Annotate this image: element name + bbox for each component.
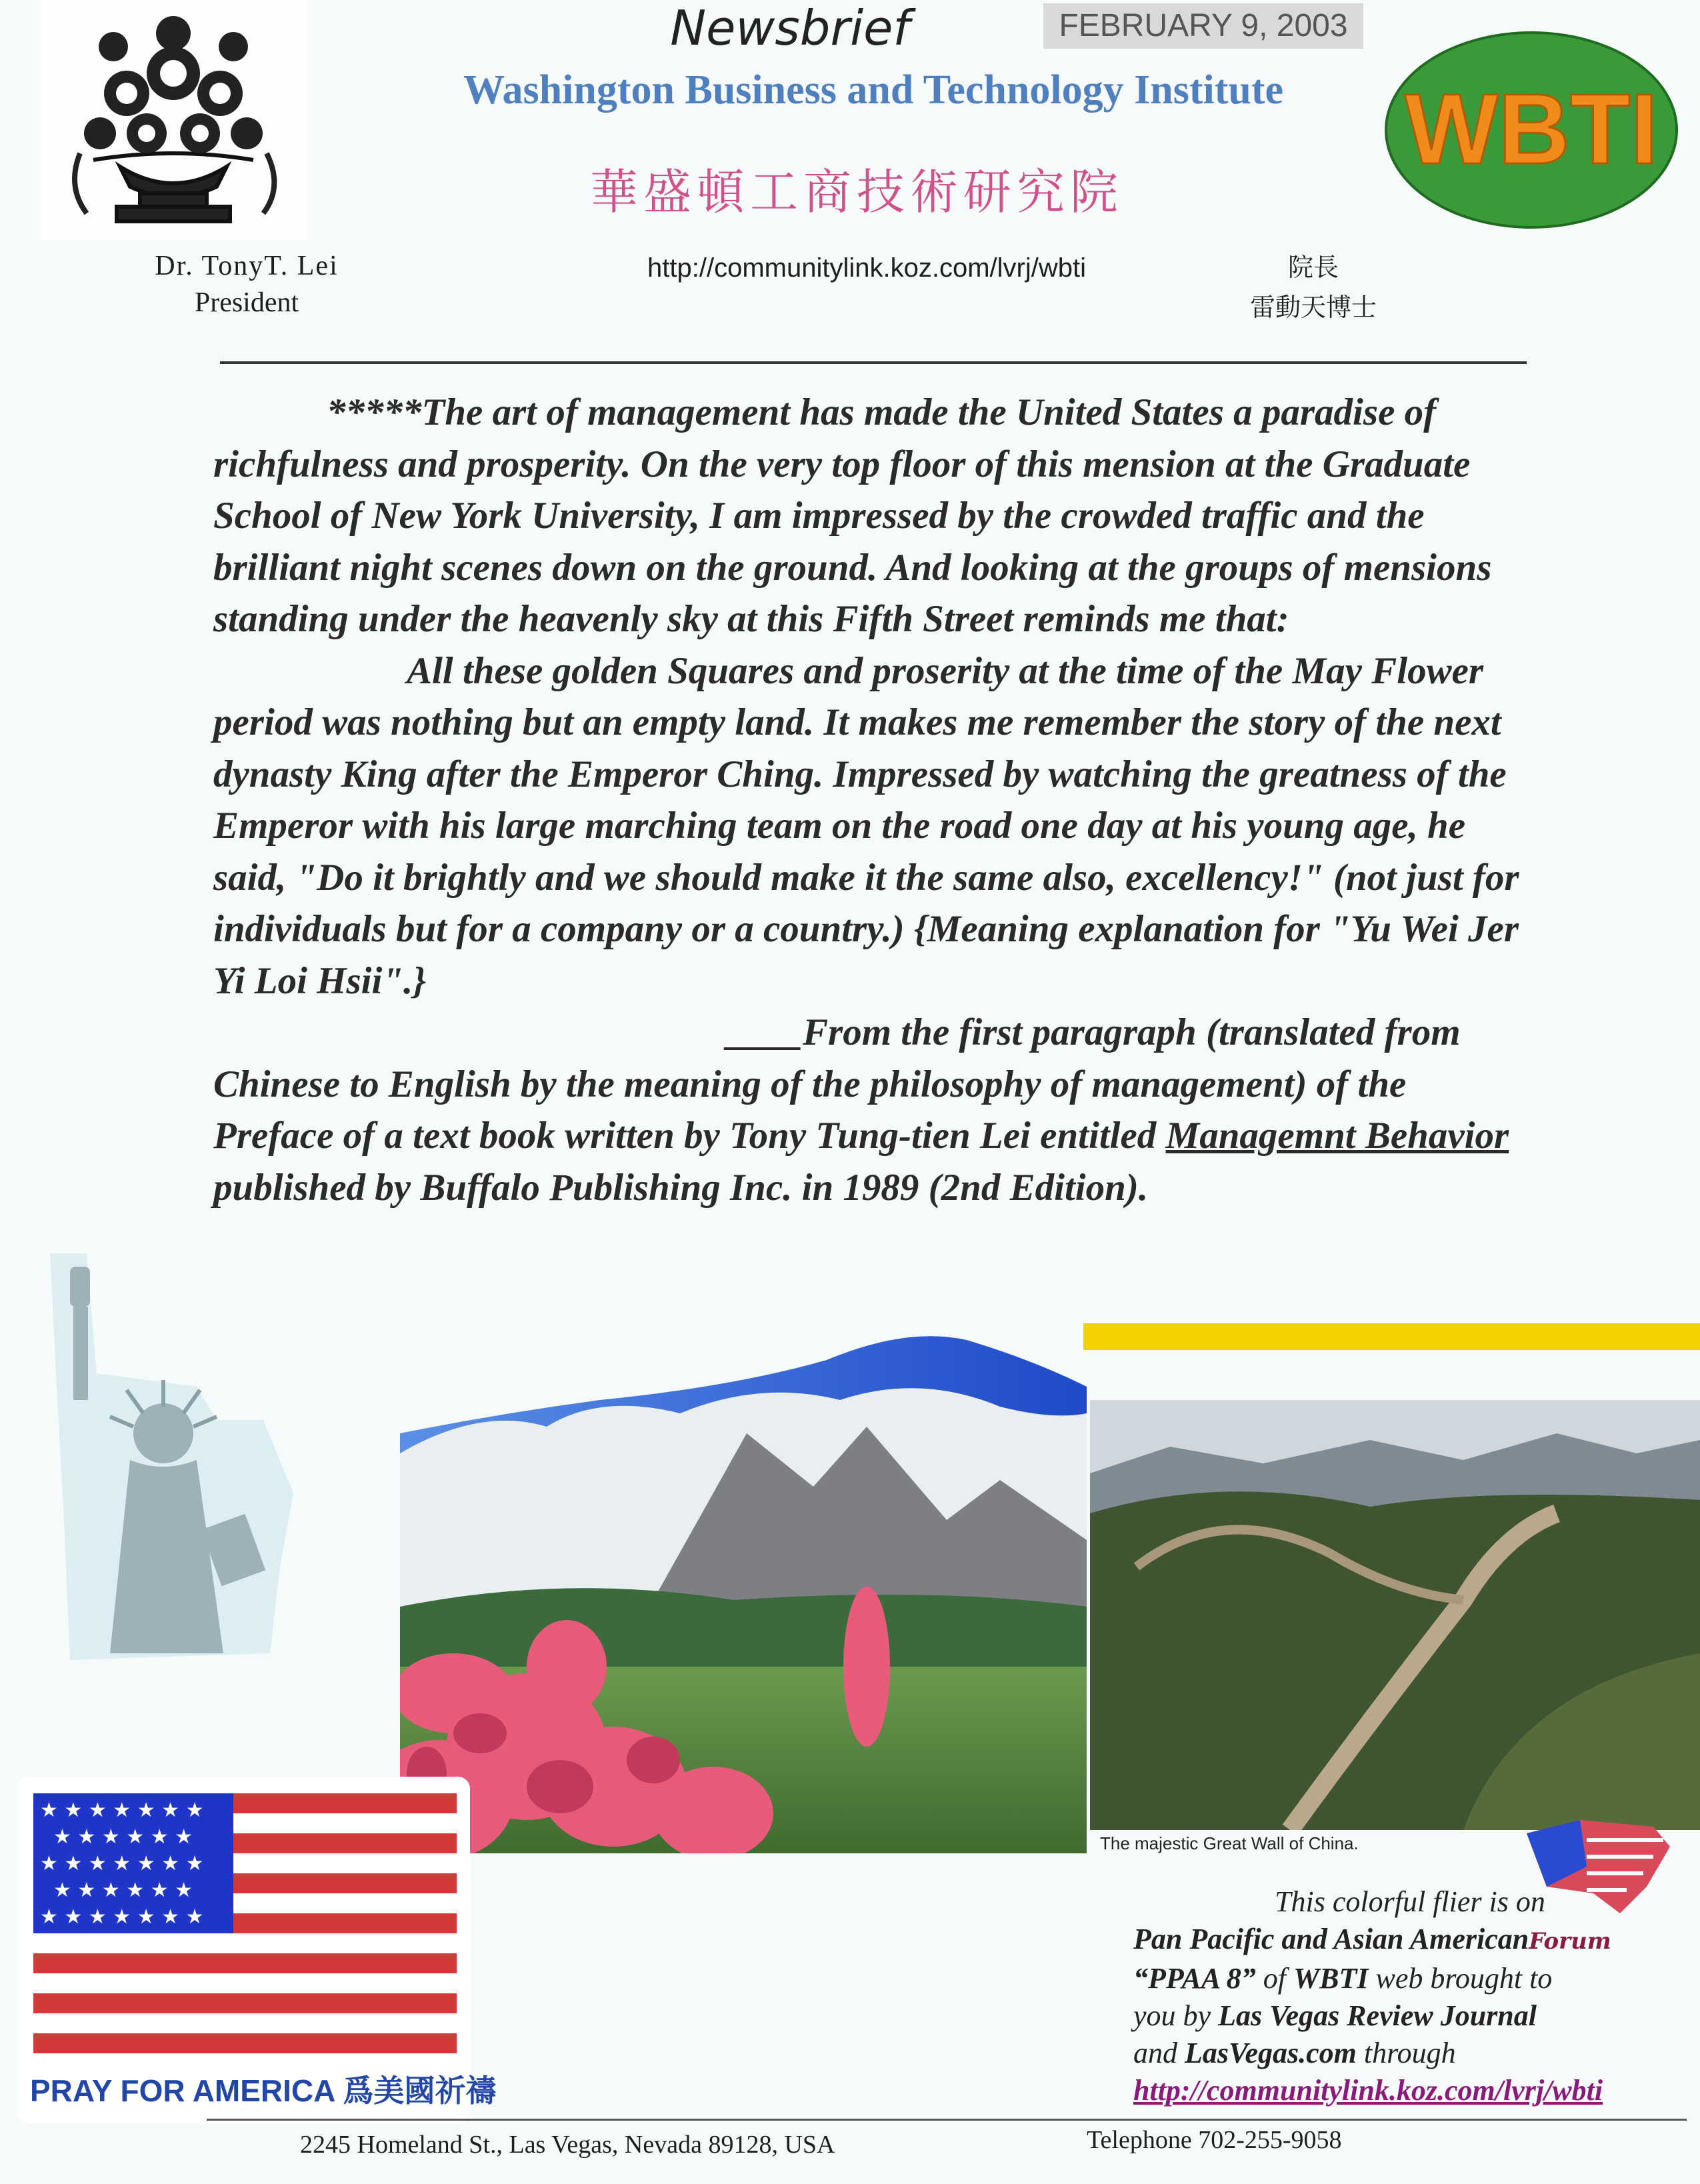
issue-date: FEBRUARY 9, 2003 [1043,3,1363,49]
president-name: Dr. TonyT. Lei [155,251,339,281]
svg-text:★ ★ ★ ★ ★ ★ ★: ★ ★ ★ ★ ★ ★ ★ [40,1905,204,1929]
great-wall-image [1090,1400,1700,1830]
flier-line-2: Pan Pacific and Asian AmericanForum [1133,1923,1611,1955]
president-name-chinese: 雷動天博士 [1249,293,1377,322]
source-text-a: From the first paragraph (translated from Chinese to English by the meaning of the philosophy of management) of the Preface of a text book written by Tony Tung-tien Lei entitled [213,1011,1461,1157]
telephone-number: Telephone 702-255-9058 [1087,2126,1342,2154]
yellow-band [1083,1323,1700,1350]
newsbrief-title: Newsbrief [670,0,910,56]
pray-for-america-caption: PRAY FOR AMERICA 爲美國祈禱 [30,2073,497,2108]
flower-urn-icon [40,0,307,240]
flier-line-1: This colorful flier is on [1275,1885,1545,1918]
signature-blank: ____ [727,1011,803,1053]
website-url[interactable]: http://communitylink.koz.com/lvrj/wbti [647,253,1086,283]
wbti-logo [1383,30,1680,230]
american-flag-image [33,1793,457,2053]
footer-divider [207,2119,1687,2121]
source-text-b: published by Buffalo Publishing Inc. in 1989 (2nd Edition). [213,1166,1149,1209]
wall-caption: The majestic Great Wall of China. [1100,1833,1359,1853]
flier-url-link[interactable]: http://communitylink.koz.com/lvrj/wbti [1133,2074,1603,2107]
flier-line-5: and LasVegas.com through [1133,2037,1456,2069]
wbti-logo-text: WBTI [1405,73,1658,185]
svg-text:★ ★ ★ ★ ★ ★ ★: ★ ★ ★ ★ ★ ★ ★ [40,1799,204,1822]
paragraph-2: All these golden Squares and proserity at the time of the May Flower period was nothing but an empty land. It makes me remember the story of the next dynasty King after the Emperor Ching. Impressed by watching the greatness of the Emperor with his large marching team on the road one day at his young age, he said, "Do it brightly and we should make it the same also, excellency!" (not just for individuals but for a company or a country.) {Meaning explanation for "Yu Wei Jer Yi Loi Hsii".} [213,649,1519,1002]
institute-name: Washington Business and Technology Institute [463,67,1284,113]
article-body [213,387,1520,1213]
book-title: Managemnt Behavior [1165,1115,1509,1157]
forum-label: Forum [1529,1928,1611,1955]
flier-line-3: “PPAA 8” of WBTI web brought to [1133,1962,1553,1995]
statue-of-liberty-image [50,1253,303,1667]
flier-line-4: you by Las Vegas Review Journal [1133,1999,1537,2032]
header-divider [220,361,1527,364]
svg-text:★ ★ ★ ★ ★ ★ ★: ★ ★ ★ ★ ★ ★ ★ [40,1852,204,1875]
flower-urn-logo [40,0,307,240]
svg-text:★ ★ ★ ★ ★ ★: ★ ★ ★ ★ ★ ★ [53,1825,193,1849]
flier-note [1133,1883,1687,2109]
president-title: President [194,287,299,318]
institute-name-chinese: 華盛頓工商技術研究院 [589,164,1123,220]
paragraph-1: *****The art of management has made the United States a paradise of richfulness and prosperity. On the very top floor of this mension at the Graduate School of New York University, I am impressed by the crowded traffic and the brilliant night scenes down on the ground. And looking at the groups of mensions standing under the heavenly sky at this Fifth Street reminds me that: [213,391,1492,640]
mountain-flowers-image [400,1320,1087,1853]
president-title-chinese: 院長 [1287,253,1339,282]
svg-text:★ ★ ★ ★ ★ ★: ★ ★ ★ ★ ★ ★ [53,1879,193,1902]
mailing-address: 2245 Homeland St., Las Vegas, Nevada 89128, USA [300,2131,835,2159]
paragraph-3 [213,1007,1520,1213]
